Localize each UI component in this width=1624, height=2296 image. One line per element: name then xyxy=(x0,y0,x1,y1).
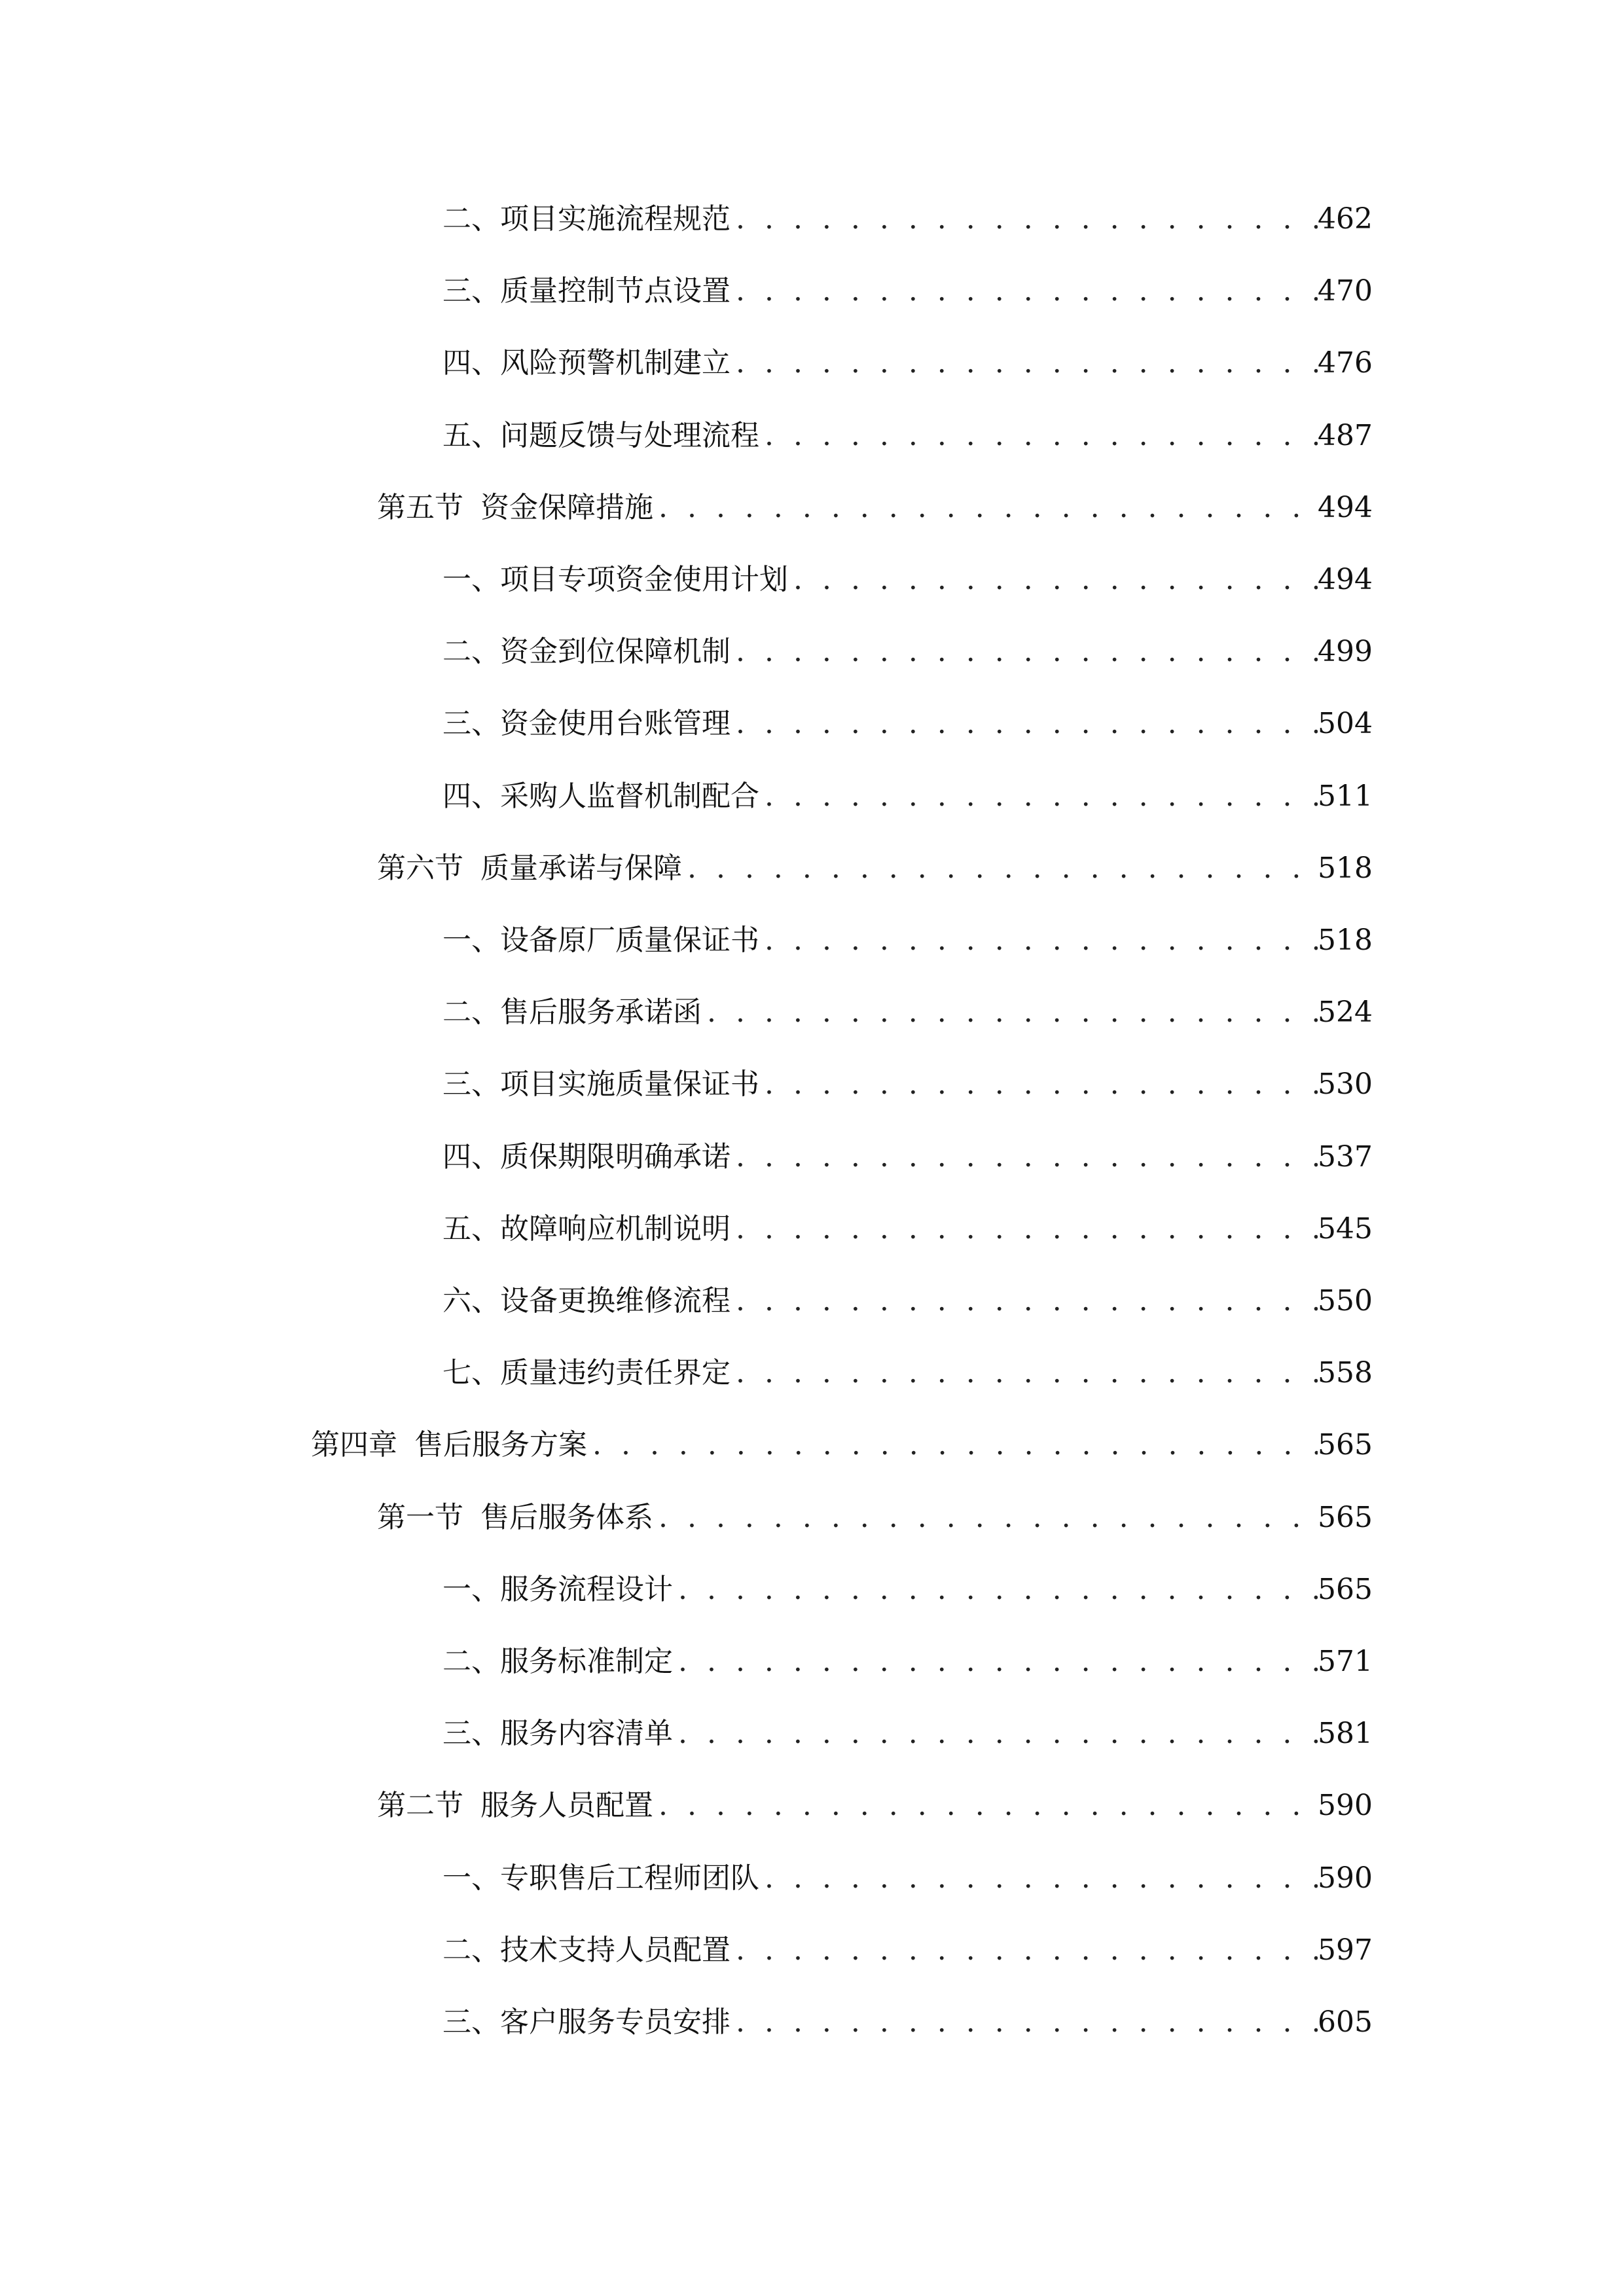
toc-entry-page: 487 xyxy=(1318,419,1373,452)
toc-entry-number: 一、 xyxy=(442,563,500,596)
dot-leader xyxy=(731,193,1318,245)
toc-entry-number: 第五节 xyxy=(377,491,463,524)
toc-entry-page: 605 xyxy=(1318,2005,1373,2039)
toc-entry-page: 590 xyxy=(1318,1789,1373,1822)
toc-entry[interactable] xyxy=(442,410,1371,462)
toc-entry-title: 客户服务专员安排 xyxy=(500,2005,731,2039)
toc-entry-number: 四、 xyxy=(442,346,500,380)
toc-entry-number: 二、 xyxy=(442,996,500,1029)
toc-entry-title: 项目实施流程规范 xyxy=(500,202,731,236)
toc-entry-number: 五、 xyxy=(442,419,500,452)
toc-entry[interactable] xyxy=(442,914,1371,967)
toc-entry[interactable] xyxy=(442,193,1371,245)
toc-entry-number: 二、 xyxy=(442,1933,500,1967)
toc-entry-page: 537 xyxy=(1318,1140,1373,1174)
dot-leader xyxy=(587,1419,1318,1471)
toc-entry[interactable] xyxy=(442,1347,1371,1399)
toc-entry-number: 四、 xyxy=(442,1140,500,1174)
dot-leader xyxy=(653,1492,1318,1544)
toc-entry-number: 二、 xyxy=(442,635,500,668)
dot-leader xyxy=(731,1131,1318,1183)
dot-leader xyxy=(759,1852,1318,1905)
toc-entry-number: 三、 xyxy=(442,2005,500,2039)
toc-entry-page: 545 xyxy=(1318,1212,1373,1246)
toc-entry[interactable] xyxy=(442,554,1371,606)
toc-entry-title: 设备更换维修流程 xyxy=(500,1284,731,1318)
toc-entry-number: 四、 xyxy=(442,780,500,813)
toc-entry-title: 资金保障措施 xyxy=(480,491,653,524)
toc-entry-title: 售后服务承诺函 xyxy=(500,996,702,1029)
dot-leader xyxy=(653,1780,1318,1832)
toc-entry-title: 服务标准制定 xyxy=(500,1645,673,1678)
toc-entry[interactable] xyxy=(311,1419,1371,1471)
toc-entry-page: 550 xyxy=(1318,1284,1373,1318)
toc-entry-title: 服务内容清单 xyxy=(500,1717,673,1750)
dot-leader xyxy=(702,986,1318,1039)
toc-entry-title: 服务人员配置 xyxy=(480,1789,653,1822)
toc-entry[interactable] xyxy=(442,1564,1371,1616)
toc-entry[interactable] xyxy=(377,1780,1371,1832)
toc-entry-page: 530 xyxy=(1318,1067,1373,1101)
toc-entry-title: 资金使用台账管理 xyxy=(500,707,731,740)
dot-leader xyxy=(759,1058,1318,1111)
toc-entry-title: 设备原厂质量保证书 xyxy=(500,924,759,957)
toc-entry-page: 494 xyxy=(1318,563,1373,596)
toc-entry-title: 质量违约责任界定 xyxy=(500,1356,731,1390)
toc-entry-number: 第四章 xyxy=(311,1428,397,1462)
toc-entry[interactable] xyxy=(442,698,1371,750)
toc-entry-page: 565 xyxy=(1318,1428,1373,1462)
toc-entry-page: 499 xyxy=(1318,635,1373,668)
toc-entry-title: 项目实施质量保证书 xyxy=(500,1067,759,1101)
toc-entry[interactable] xyxy=(442,626,1371,678)
dot-leader xyxy=(673,1708,1318,1760)
toc-entry-number: 第一节 xyxy=(377,1501,463,1534)
dot-leader xyxy=(731,1924,1318,1977)
toc-entry-number: 二、 xyxy=(442,1645,500,1678)
toc-entry[interactable] xyxy=(377,1492,1371,1544)
toc-entry-number: 一、 xyxy=(442,1861,500,1895)
toc-entry-number: 三、 xyxy=(442,274,500,308)
toc-entry-page: 565 xyxy=(1318,1573,1373,1606)
toc-entry[interactable] xyxy=(442,1203,1371,1255)
toc-entry-page: 524 xyxy=(1318,996,1373,1029)
dot-leader xyxy=(731,1347,1318,1399)
dot-leader xyxy=(731,265,1318,317)
toc-entry-page: 504 xyxy=(1318,707,1373,740)
dot-leader xyxy=(731,337,1318,389)
toc-entry-number: 一、 xyxy=(442,1573,500,1606)
toc-entry-page: 597 xyxy=(1318,1933,1373,1967)
toc-entry[interactable] xyxy=(442,1924,1371,1977)
toc-entry[interactable] xyxy=(442,1708,1371,1760)
dot-leader xyxy=(731,1996,1318,2049)
dot-leader xyxy=(759,410,1318,462)
toc-entry-title: 售后服务方案 xyxy=(414,1428,587,1462)
dot-leader xyxy=(731,626,1318,678)
toc-entry-number: 第六节 xyxy=(377,852,463,885)
toc-entry-number: 二、 xyxy=(442,202,500,236)
toc-entry[interactable] xyxy=(442,1131,1371,1183)
dot-leader xyxy=(788,554,1318,606)
toc-entry-title: 专职售后工程师团队 xyxy=(500,1861,759,1895)
toc-entry-title: 服务流程设计 xyxy=(500,1573,673,1606)
toc-entry-page: 581 xyxy=(1318,1717,1373,1750)
toc-entry-title: 技术支持人员配置 xyxy=(500,1933,731,1967)
toc-entry[interactable] xyxy=(442,337,1371,389)
toc-entry-number: 三、 xyxy=(442,1717,500,1750)
dot-leader xyxy=(731,698,1318,750)
toc-entry-page: 470 xyxy=(1318,274,1373,308)
toc-entry-title: 资金到位保障机制 xyxy=(500,635,731,668)
toc-entry-page: 462 xyxy=(1318,202,1373,236)
toc-entry-title: 项目专项资金使用计划 xyxy=(500,563,788,596)
toc-entry[interactable] xyxy=(442,1275,1371,1327)
toc-entry-title: 问题反馈与处理流程 xyxy=(500,419,759,452)
toc-entry[interactable] xyxy=(442,1636,1371,1688)
dot-leader xyxy=(731,1275,1318,1327)
toc-entry[interactable] xyxy=(442,986,1371,1039)
dot-leader xyxy=(673,1564,1318,1616)
toc-entry-number: 第二节 xyxy=(377,1789,463,1822)
toc-entry[interactable] xyxy=(442,770,1371,823)
toc-entry-page: 494 xyxy=(1318,491,1373,524)
toc-entry-title: 质量控制节点设置 xyxy=(500,274,731,308)
toc-entry-page: 476 xyxy=(1318,346,1373,380)
toc-entry-number: 三、 xyxy=(442,1067,500,1101)
dot-leader xyxy=(759,770,1318,823)
toc-entry[interactable] xyxy=(377,482,1371,534)
toc-entry-page: 511 xyxy=(1318,780,1373,813)
toc-entry-page: 518 xyxy=(1318,852,1373,885)
toc-entry-number: 六、 xyxy=(442,1284,500,1318)
toc-entry-page: 571 xyxy=(1318,1645,1373,1678)
toc-entry[interactable] xyxy=(442,1996,1371,2049)
toc-entry-page: 565 xyxy=(1318,1501,1373,1534)
toc-entry-title: 质量承诺与保障 xyxy=(480,852,682,885)
dot-leader xyxy=(682,842,1318,895)
toc-entry-page: 518 xyxy=(1318,924,1373,957)
toc-entry-number: 一、 xyxy=(442,924,500,957)
toc-entry-page: 558 xyxy=(1318,1356,1373,1390)
dot-leader xyxy=(731,1203,1318,1255)
toc-entry-title: 采购人监督机制配合 xyxy=(500,780,759,813)
toc-entry[interactable] xyxy=(442,265,1371,317)
toc-entry-number: 三、 xyxy=(442,707,500,740)
toc-entry[interactable] xyxy=(377,842,1371,895)
toc-entry[interactable] xyxy=(442,1058,1371,1111)
toc-entry-number: 五、 xyxy=(442,1212,500,1246)
toc-entry-number: 七、 xyxy=(442,1356,500,1390)
toc-entry-title: 风险预警机制建立 xyxy=(500,346,731,380)
toc-entry-page: 590 xyxy=(1318,1861,1373,1895)
toc-entry-title: 故障响应机制说明 xyxy=(500,1212,731,1246)
dot-leader xyxy=(673,1636,1318,1688)
toc-entry-title: 质保期限明确承诺 xyxy=(500,1140,731,1174)
dot-leader xyxy=(759,914,1318,967)
toc-entry-title: 售后服务体系 xyxy=(480,1501,653,1534)
dot-leader xyxy=(653,482,1318,534)
toc-entry[interactable] xyxy=(442,1852,1371,1905)
